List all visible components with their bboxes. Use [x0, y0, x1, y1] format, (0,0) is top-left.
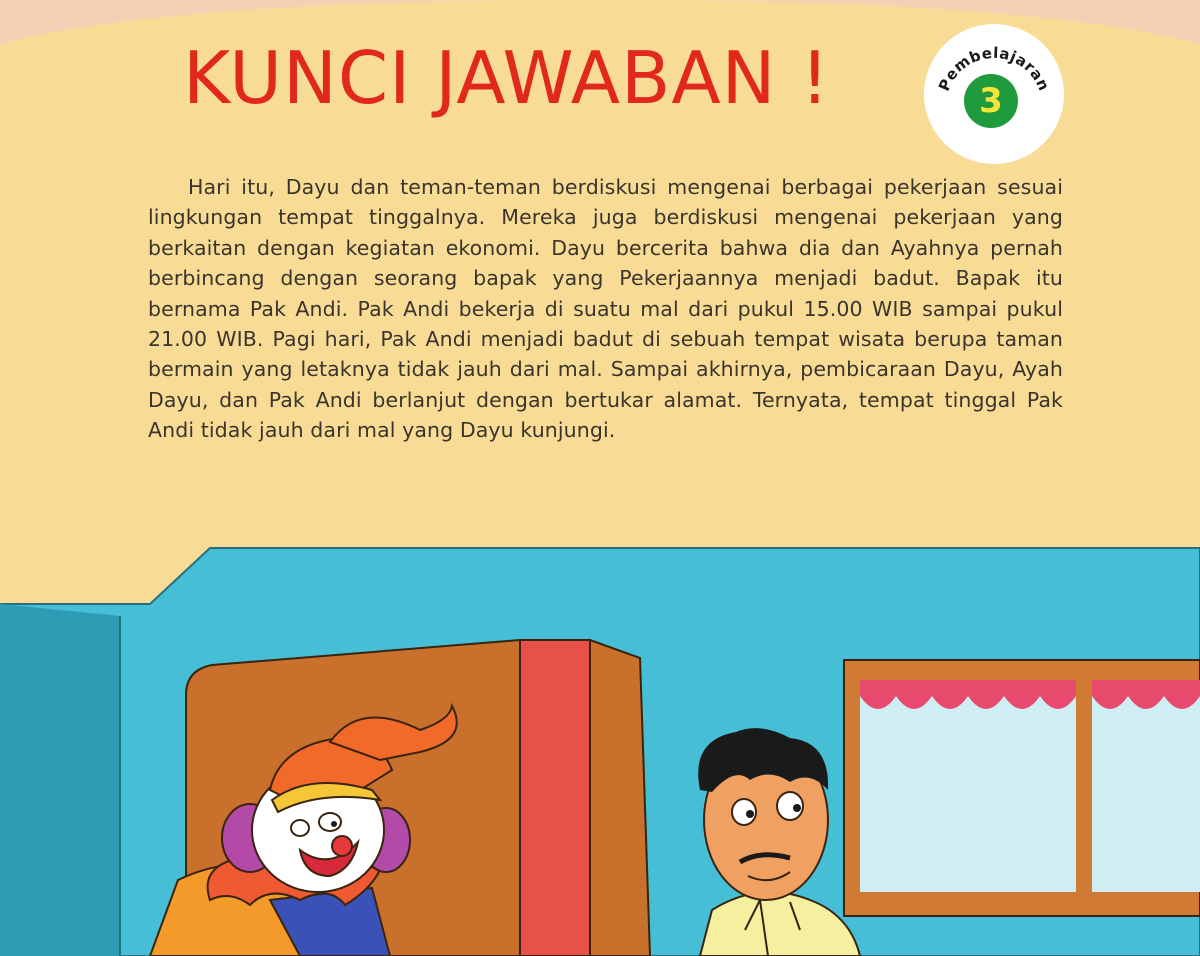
door-side: [590, 640, 650, 956]
badge-label: Pembelajaran: [934, 43, 1054, 94]
lesson-number: 3: [964, 74, 1018, 128]
door-stripe: [520, 640, 590, 956]
window-pane-right: [1092, 680, 1200, 892]
page-title: KUNCI JAWABAN !: [183, 36, 831, 120]
story-illustration: [0, 540, 1200, 956]
lesson-badge: [924, 24, 1064, 164]
window-pane-left: [860, 680, 1076, 892]
story-paragraph: Hari itu, Dayu dan teman-teman berdiskusi mengenai berbagai pekerjaan sesuai lingkungan tempat tinggalnya. Mereka juga berdiskusi mengenai pekerjaan yang berkaitan dengan kegiatan ekonomi. Dayu bercerita bahwa dia dan Ayahnya pernah berbincang dengan seorang bapak yang Pekerjaannya menjadi badut. Bapak itu bernama Pak Andi. Pak Andi bekerja di suatu mal dari pukul 15.00 WIB sampai pukul 21.00 WIB. Pagi hari, Pak Andi menjadi badut di sebuah tempat wisata berupa taman bermain yang letaknya tidak jauh dari mal. Sampai akhirnya, pembicaraan Dayu, Ayah Dayu, dan Pak Andi berlanjut dengan bertukar alamat. Ternyata, tempat tinggal Pak Andi tidak jauh dari mal yang Dayu kunjungi.: [148, 175, 1063, 443]
wall-corner: [0, 604, 120, 956]
window-curtain-right: [1092, 680, 1200, 709]
